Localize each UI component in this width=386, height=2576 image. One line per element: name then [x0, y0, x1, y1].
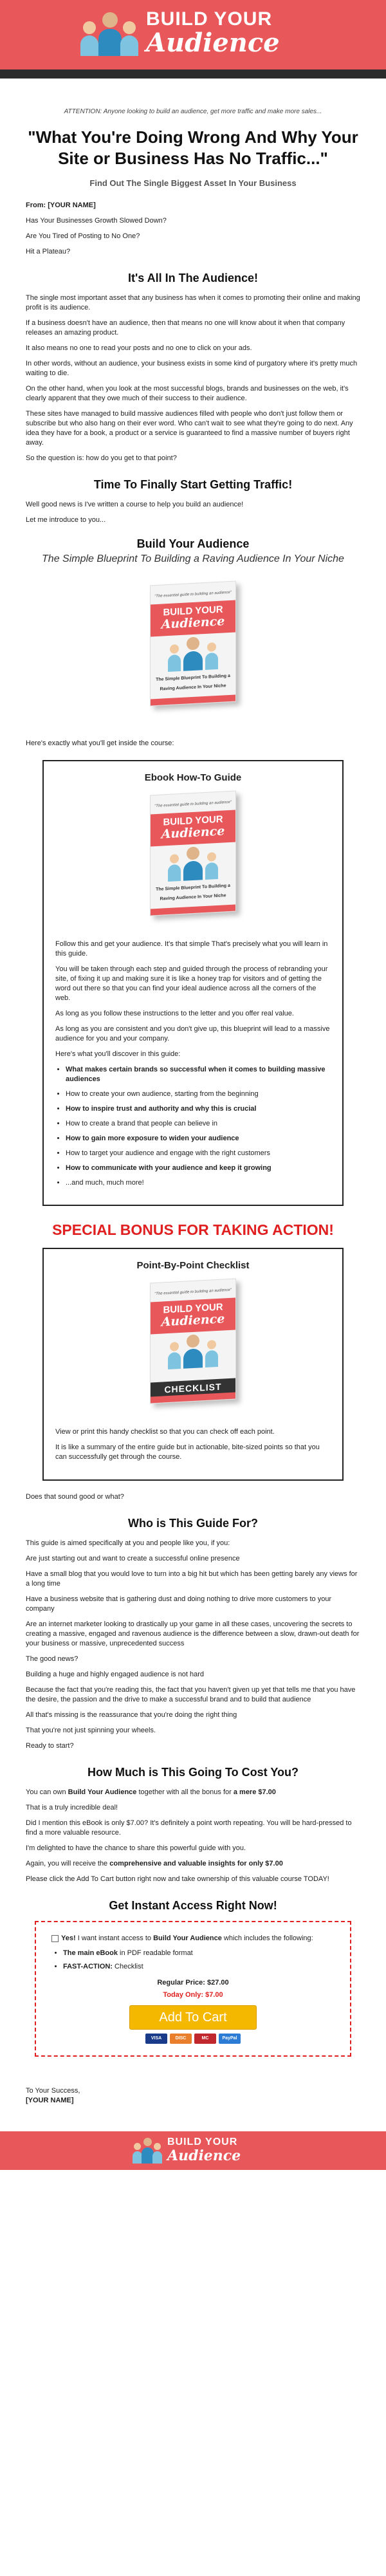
paragraph: These sites have managed to build massive audiences filled with people who don't just follow them or subscribe but who also hang on their ever word. Who can't wait to see what they're going to do next. Any idea they have for a book, a product or a service is guaranteed to find a massive number of buyers right away.	[26, 410, 353, 447]
checklist-panel-title: Point-By-Point Checklist	[136, 1260, 250, 1271]
ebook-panel	[42, 760, 344, 1206]
order-list	[51, 1949, 335, 1972]
logo-line1: BUILD YOUR	[146, 8, 273, 30]
feature-list	[55, 1065, 331, 1188]
paragraph: Well good news is I've written a course to help you build an audience!	[26, 501, 244, 508]
paragraph: Did I mention this eBook is only $7.00? It's definitely a point worth repeating. You will be hard-pressed to find a more valuable resource.	[26, 1819, 352, 1837]
checklist-cover-image	[150, 1278, 236, 1404]
paragraph: In other words, without an audience, your business exists in some kind of purgatory where it's pretty much waiting to die.	[26, 360, 358, 377]
book-subtitle: The Simple Blueprint To Building a Raving Audience In Your Niche	[156, 673, 230, 692]
ebook-panel-title: Ebook How-To Guide	[144, 772, 242, 783]
bonus-heading: SPECIAL BONUS FOR TAKING ACTION!	[52, 1221, 334, 1238]
paragraph: All that's missing is the reassurance that you're doing the right thing	[26, 1711, 237, 1719]
payment-cards	[51, 2034, 335, 2044]
section-title-who: Who is This Guide For?	[128, 1517, 258, 1530]
paragraph: It is like a summary of the entire guide but in actionable, bite-sized points so that you can successfully get through the course.	[55, 1443, 320, 1461]
header-stripe	[0, 69, 386, 79]
paragraph: Please click the Add To Cart button right now and take ownership of this valuable course TODAY!	[26, 1875, 329, 1883]
book-title-line1: BUILD YOUR	[163, 813, 223, 828]
book-title-line2: Audience	[161, 824, 225, 842]
footer-logo-line1: BUILD YOUR	[167, 2136, 238, 2147]
paragraph: Are an internet marketer looking to drastically up your game in all these cases, uncovering the secrets to creating a massive, engaged and ravenous audience is the difference between a slow, drawn-out death for your business or massive, unprecedented success	[26, 1620, 360, 1647]
footer-banner	[0, 2131, 386, 2170]
attention-text: ATTENTION: Anyone looking to build an audience, get more traffic and make more sales...	[64, 108, 322, 115]
regular-price: Regular Price: $27.00	[157, 1979, 229, 1987]
paragraph: Have a small blog that you would love to turn into a big hit but which has been getting barely any views for a long time	[26, 1570, 358, 1588]
book-title-line1: BUILD YOUR	[163, 1301, 223, 1316]
paragraph: It also means no one to read your posts and no one to click on your ads.	[26, 344, 252, 352]
footer-logo	[133, 2135, 241, 2165]
list-item: • How to create a brand that people can believe in	[66, 1119, 331, 1129]
people-icon	[151, 1330, 235, 1372]
checkbox-icon[interactable]	[51, 1935, 59, 1942]
from-line: From: [YOUR NAME]	[26, 201, 96, 209]
paragraph: That is a truly incredible deal!	[26, 1804, 118, 1812]
signoff-line1: To Your Success,	[26, 2087, 80, 2095]
book-top-text: "The essential guide to building an audience"	[154, 590, 232, 599]
paragraph: On the other hand, when you look at the most successful blogs, brands and businesses on the web, it's clearly apparent that they owe much of their success to their audience.	[26, 385, 349, 402]
paragraph: Follow this and get your audience. It's that simple That's precisely what you will learn in this guide.	[55, 940, 328, 958]
list-item: • How to inspire trust and authority and why this is crucial	[66, 1104, 331, 1114]
list-item: • FAST-ACTION: Checklist	[63, 1962, 335, 1972]
paragraph: Are just starting out and want to create a successful online presence	[26, 1555, 240, 1562]
ebook-cover-image	[150, 790, 236, 916]
section-title-cost: How Much is This Going To Cost You?	[87, 1766, 299, 1779]
visa-card-icon: VISA	[145, 2034, 167, 2044]
paragraph: As long as you follow these instructions to the letter and you offer real value.	[55, 1010, 294, 1017]
list-item: • What makes certain brands so successful when it comes to building massive audiences	[66, 1065, 331, 1084]
paragraph: The single most important asset that any business has when it comes to promoting their online and making profit is its audience.	[26, 294, 360, 311]
paragraph: Have a business website that is gathering dust and doing nothing to drive more customers to your company	[26, 1595, 332, 1613]
section-title-order: Get Instant Access Right Now!	[109, 1899, 277, 1912]
list-item: • How to create your own audience, starting from the beginning	[66, 1089, 331, 1099]
paragraph: If a business doesn't have an audience, then that means no one will know about it when that company releases an amazing product.	[26, 319, 345, 337]
paragraph: This guide is aimed specifically at you and people like you, if you:	[26, 1539, 230, 1547]
list-item: • The main eBook in PDF readable format	[63, 1949, 335, 1958]
paragraph: I'm delighted to have the chance to share this powerful guide with you.	[26, 1844, 246, 1852]
product-tagline: The Simple Blueprint To Building a Raving Audience In Your Niche	[42, 553, 344, 564]
paragraph: The good news?	[26, 1655, 78, 1663]
book-subtitle: The Simple Blueprint To Building a Raving Audience In Your Niche	[156, 883, 230, 902]
header-banner	[0, 0, 386, 69]
list-item: • How to communicate with your audience and keep it growing	[66, 1163, 331, 1173]
paragraph: Because the fact that you're reading this, the fact that you haven't given up yet that tells me that you have the desire, the passion and the drive to make a successful brand and to build that audience	[26, 1686, 356, 1703]
discover-card-icon: DISC	[170, 2034, 192, 2044]
paragraph: Here's exactly what you'll get inside the course:	[26, 739, 174, 747]
book-top-text: "The essential guide to building an audience"	[154, 1288, 232, 1297]
product-title: Build Your Audience	[136, 537, 250, 550]
people-icon	[133, 2135, 162, 2165]
list-item: • ...and much, much more!	[66, 1178, 331, 1188]
question-2: Are You Tired of Posting to No One?	[26, 232, 140, 240]
subheadline: Find Out The Single Biggest Asset In Your Business	[89, 178, 297, 188]
paragraph: Let me introduce to you...	[26, 516, 106, 524]
main-content	[0, 107, 386, 2106]
book-title-line2: Audience	[161, 614, 225, 632]
section-title-traffic: Time To Finally Start Getting Traffic!	[93, 478, 293, 491]
order-box	[35, 1921, 351, 2057]
logo	[80, 9, 280, 57]
question-1: Has Your Businesses Growth Slowed Down?	[26, 217, 167, 225]
paragraph: As long as you are consistent and you don't give up, this blueprint will lead to a massive audience for you and your company.	[55, 1025, 330, 1042]
paragraph: Here's what you'll discover in this guide:	[55, 1050, 181, 1058]
question-3: Hit a Plateau?	[26, 248, 71, 255]
paragraph: That you're not just spinning your wheels.	[26, 1727, 156, 1734]
book-title-line2: Audience	[161, 1311, 225, 1330]
people-icon	[80, 10, 138, 56]
paragraph: Building a huge and highly engaged audience is not hard	[26, 1671, 205, 1678]
paragraph: Again, you will receive the comprehensive and valuable insights for only $7.00	[26, 1860, 283, 1867]
list-item: • How to gain more exposure to widen your audience	[66, 1134, 331, 1144]
mastercard-icon: MC	[194, 2034, 216, 2044]
logo-line2: Audience	[146, 28, 280, 58]
paypal-icon: PayPal	[219, 2034, 241, 2044]
paragraph: View or print this handy checklist so that you can check off each point.	[55, 1428, 275, 1436]
paragraph: Does that sound good or what?	[26, 1493, 124, 1501]
list-item: • How to target your audience and engage with the right customers	[66, 1149, 331, 1158]
signoff-name: [YOUR NAME]	[26, 2097, 74, 2104]
paragraph: You can own Build Your Audience together with all the bonus for a mere $7.00	[26, 1788, 276, 1796]
ebook-cover-image	[150, 580, 236, 706]
paragraph: So the question is: how do you get to that point?	[26, 454, 177, 462]
people-icon	[151, 633, 235, 674]
book-title-line1: BUILD YOUR	[163, 604, 223, 618]
paragraph: Ready to start?	[26, 1742, 74, 1750]
order-yes-line: Yes! I want instant access to Build Your Audience which includes the following:	[51, 1934, 335, 1943]
add-to-cart-button[interactable]: Add To Cart	[129, 2005, 257, 2030]
footer-logo-line2: Audience	[167, 2147, 241, 2164]
people-icon	[151, 842, 235, 884]
today-price: Today Only: $7.00	[163, 1991, 223, 1999]
book-top-text: "The essential guide to building an audience"	[154, 800, 232, 809]
checklist-panel	[42, 1248, 344, 1481]
checklist-label: CHECKLIST	[151, 1378, 235, 1398]
paragraph: You will be taken through each step and guided through the process of rebranding your site, of fixing it up and making sure it is like a honey trap for visitors and of getting the word out there so that you can find your ideal audience across all the corners of the web.	[55, 965, 328, 1002]
section-title-audience: It's All In The Audience!	[128, 272, 258, 284]
headline: "What You're Doing Wrong And Why Your Site or Business Has No Traffic..."	[28, 127, 358, 168]
